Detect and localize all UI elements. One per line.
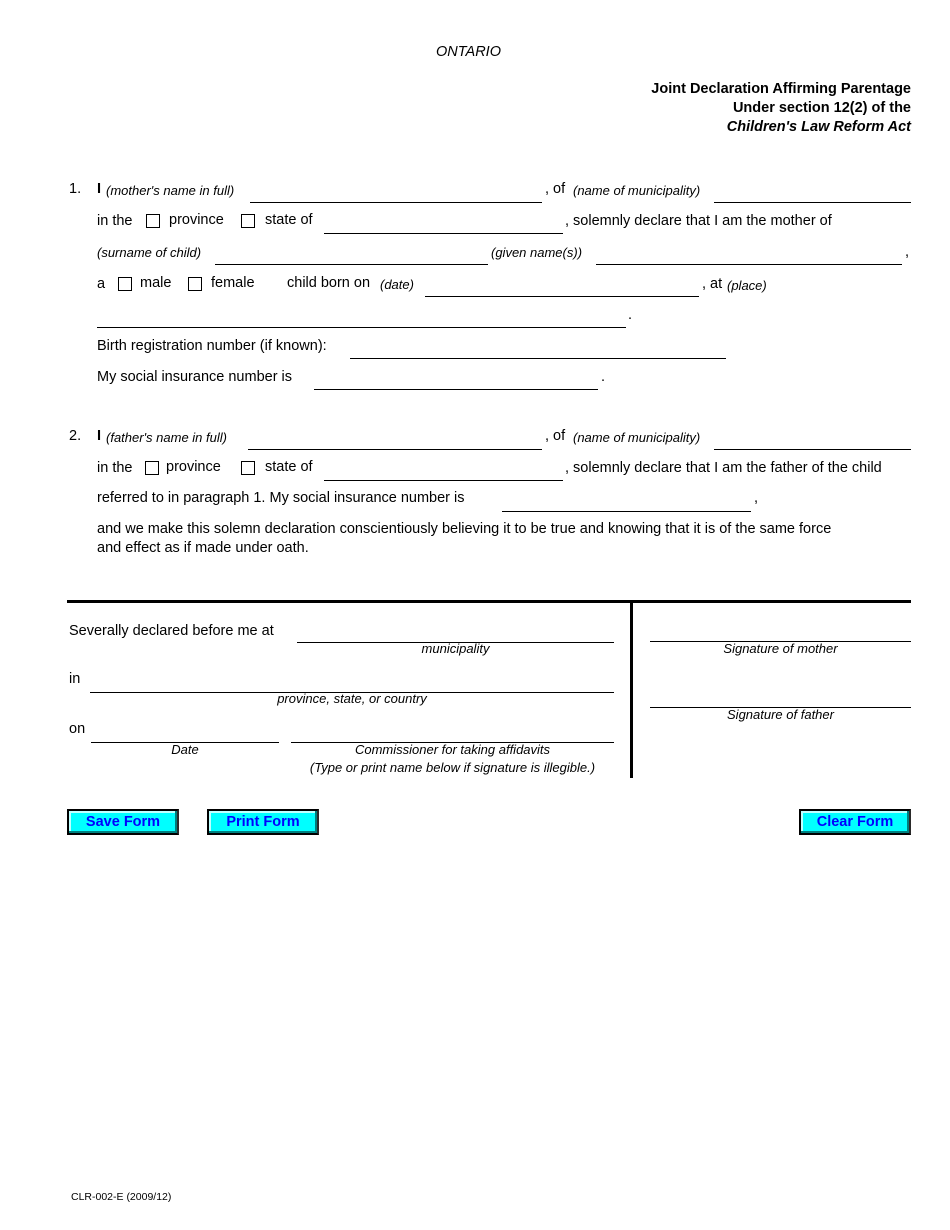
father-municipality-hint: (name of municipality) — [573, 430, 701, 445]
section-2-i: I — [97, 428, 102, 444]
male-label: male — [140, 275, 172, 291]
mother-signature-caption: Signature of mother — [723, 641, 838, 656]
father-province-label: province — [166, 459, 221, 475]
solemn-declaration-line-1: and we make this solemn declaration conscientiously believing it to be true and knowing that it is of the same force — [97, 521, 832, 537]
declaration-top-rule — [67, 600, 911, 603]
section-2-in-the: in the — [97, 460, 133, 476]
father-signature-caption: Signature of father — [727, 707, 834, 722]
mother-sin-label: My social insurance number is — [97, 369, 293, 385]
print-form-button[interactable]: Print Form — [207, 809, 319, 835]
section-1-number: 1. — [69, 181, 82, 197]
form-subtitle: Under section 12(2) of the — [732, 100, 911, 116]
birth-registration-field[interactable] — [350, 358, 726, 359]
mother-sin-field[interactable] — [314, 389, 598, 390]
birth-date-hint: (date) — [380, 277, 414, 292]
mother-state-checkbox[interactable] — [241, 214, 255, 228]
father-municipality-field[interactable] — [714, 449, 911, 450]
clear-form-button[interactable]: Clear Form — [799, 809, 911, 835]
male-checkbox[interactable] — [118, 277, 132, 291]
mother-municipality-field[interactable] — [714, 202, 911, 203]
born-on-label: child born on — [287, 275, 371, 291]
father-province-state-field[interactable] — [324, 480, 563, 481]
declaration-divider — [630, 603, 633, 778]
severally-declared-label: Severally declared before me at — [69, 623, 274, 639]
mother-province-state-field[interactable] — [324, 233, 563, 234]
save-form-button[interactable]: Save Form — [67, 809, 179, 835]
section-2-of: , of — [545, 428, 566, 444]
commissioner-note: (Type or print name below if signature is illegible.) — [309, 760, 596, 775]
birth-place-hint: (place) — [727, 278, 767, 293]
birth-place-period: . — [628, 307, 633, 323]
child-given-names-field[interactable] — [596, 264, 902, 265]
at-label: , at — [702, 276, 723, 292]
father-name-field[interactable] — [248, 449, 542, 450]
female-label: female — [211, 275, 255, 291]
father-name-hint: (father's name in full) — [106, 430, 227, 445]
mother-province-checkbox[interactable] — [146, 214, 160, 228]
form-act-name: Children's Law Reform Act — [726, 119, 911, 135]
mother-name-hint: (mother's name in full) — [106, 183, 235, 198]
mother-state-label: state of — [265, 212, 313, 228]
solemn-declaration-line-2: and effect as if made under oath. — [97, 540, 309, 556]
declared-in-label: in — [69, 671, 81, 687]
child-surname-hint: (surname of child) — [97, 245, 202, 260]
father-sin-comma: , — [754, 490, 759, 506]
section-2-number: 2. — [69, 428, 82, 444]
mother-name-field[interactable] — [250, 202, 542, 203]
birth-date-field[interactable] — [425, 296, 699, 297]
referred-text: referred to in paragraph 1. My social insurance number is — [97, 490, 465, 506]
declared-on-label: on — [69, 721, 86, 737]
province-heading: ONTARIO — [436, 44, 501, 60]
child-surname-field[interactable] — [215, 264, 488, 265]
province-caption: province, state, or country — [277, 691, 427, 706]
father-declare-text: , solemnly declare that I am the father of the child — [565, 460, 882, 476]
section-1-in-the: in the — [97, 213, 133, 229]
mother-sin-period: . — [601, 369, 606, 385]
father-state-checkbox[interactable] — [241, 461, 255, 475]
birth-registration-label: Birth registration number (if known): — [97, 338, 327, 354]
mother-declare-text: , solemnly declare that I am the mother of — [565, 213, 832, 229]
father-sin-field[interactable] — [502, 511, 751, 512]
birth-place-field[interactable] — [97, 327, 626, 328]
municipality-caption: municipality — [421, 641, 490, 656]
form-title: Joint Declaration Affirming Parentage — [651, 81, 911, 97]
section-1-comma: , — [905, 244, 910, 260]
father-state-label: state of — [265, 459, 313, 475]
section-1-a: a — [97, 276, 106, 292]
father-province-checkbox[interactable] — [145, 461, 159, 475]
commissioner-caption: Commissioner for taking affidavits — [354, 742, 551, 757]
section-1-of: , of — [545, 181, 566, 197]
date-caption: Date — [171, 742, 199, 757]
female-checkbox[interactable] — [188, 277, 202, 291]
section-1-i: I — [97, 181, 102, 197]
mother-municipality-hint: (name of municipality) — [573, 183, 701, 198]
form-code: CLR-002-E (2009/12) — [71, 1191, 172, 1203]
child-given-hint: (given name(s)) — [491, 245, 583, 260]
mother-province-label: province — [169, 212, 224, 228]
